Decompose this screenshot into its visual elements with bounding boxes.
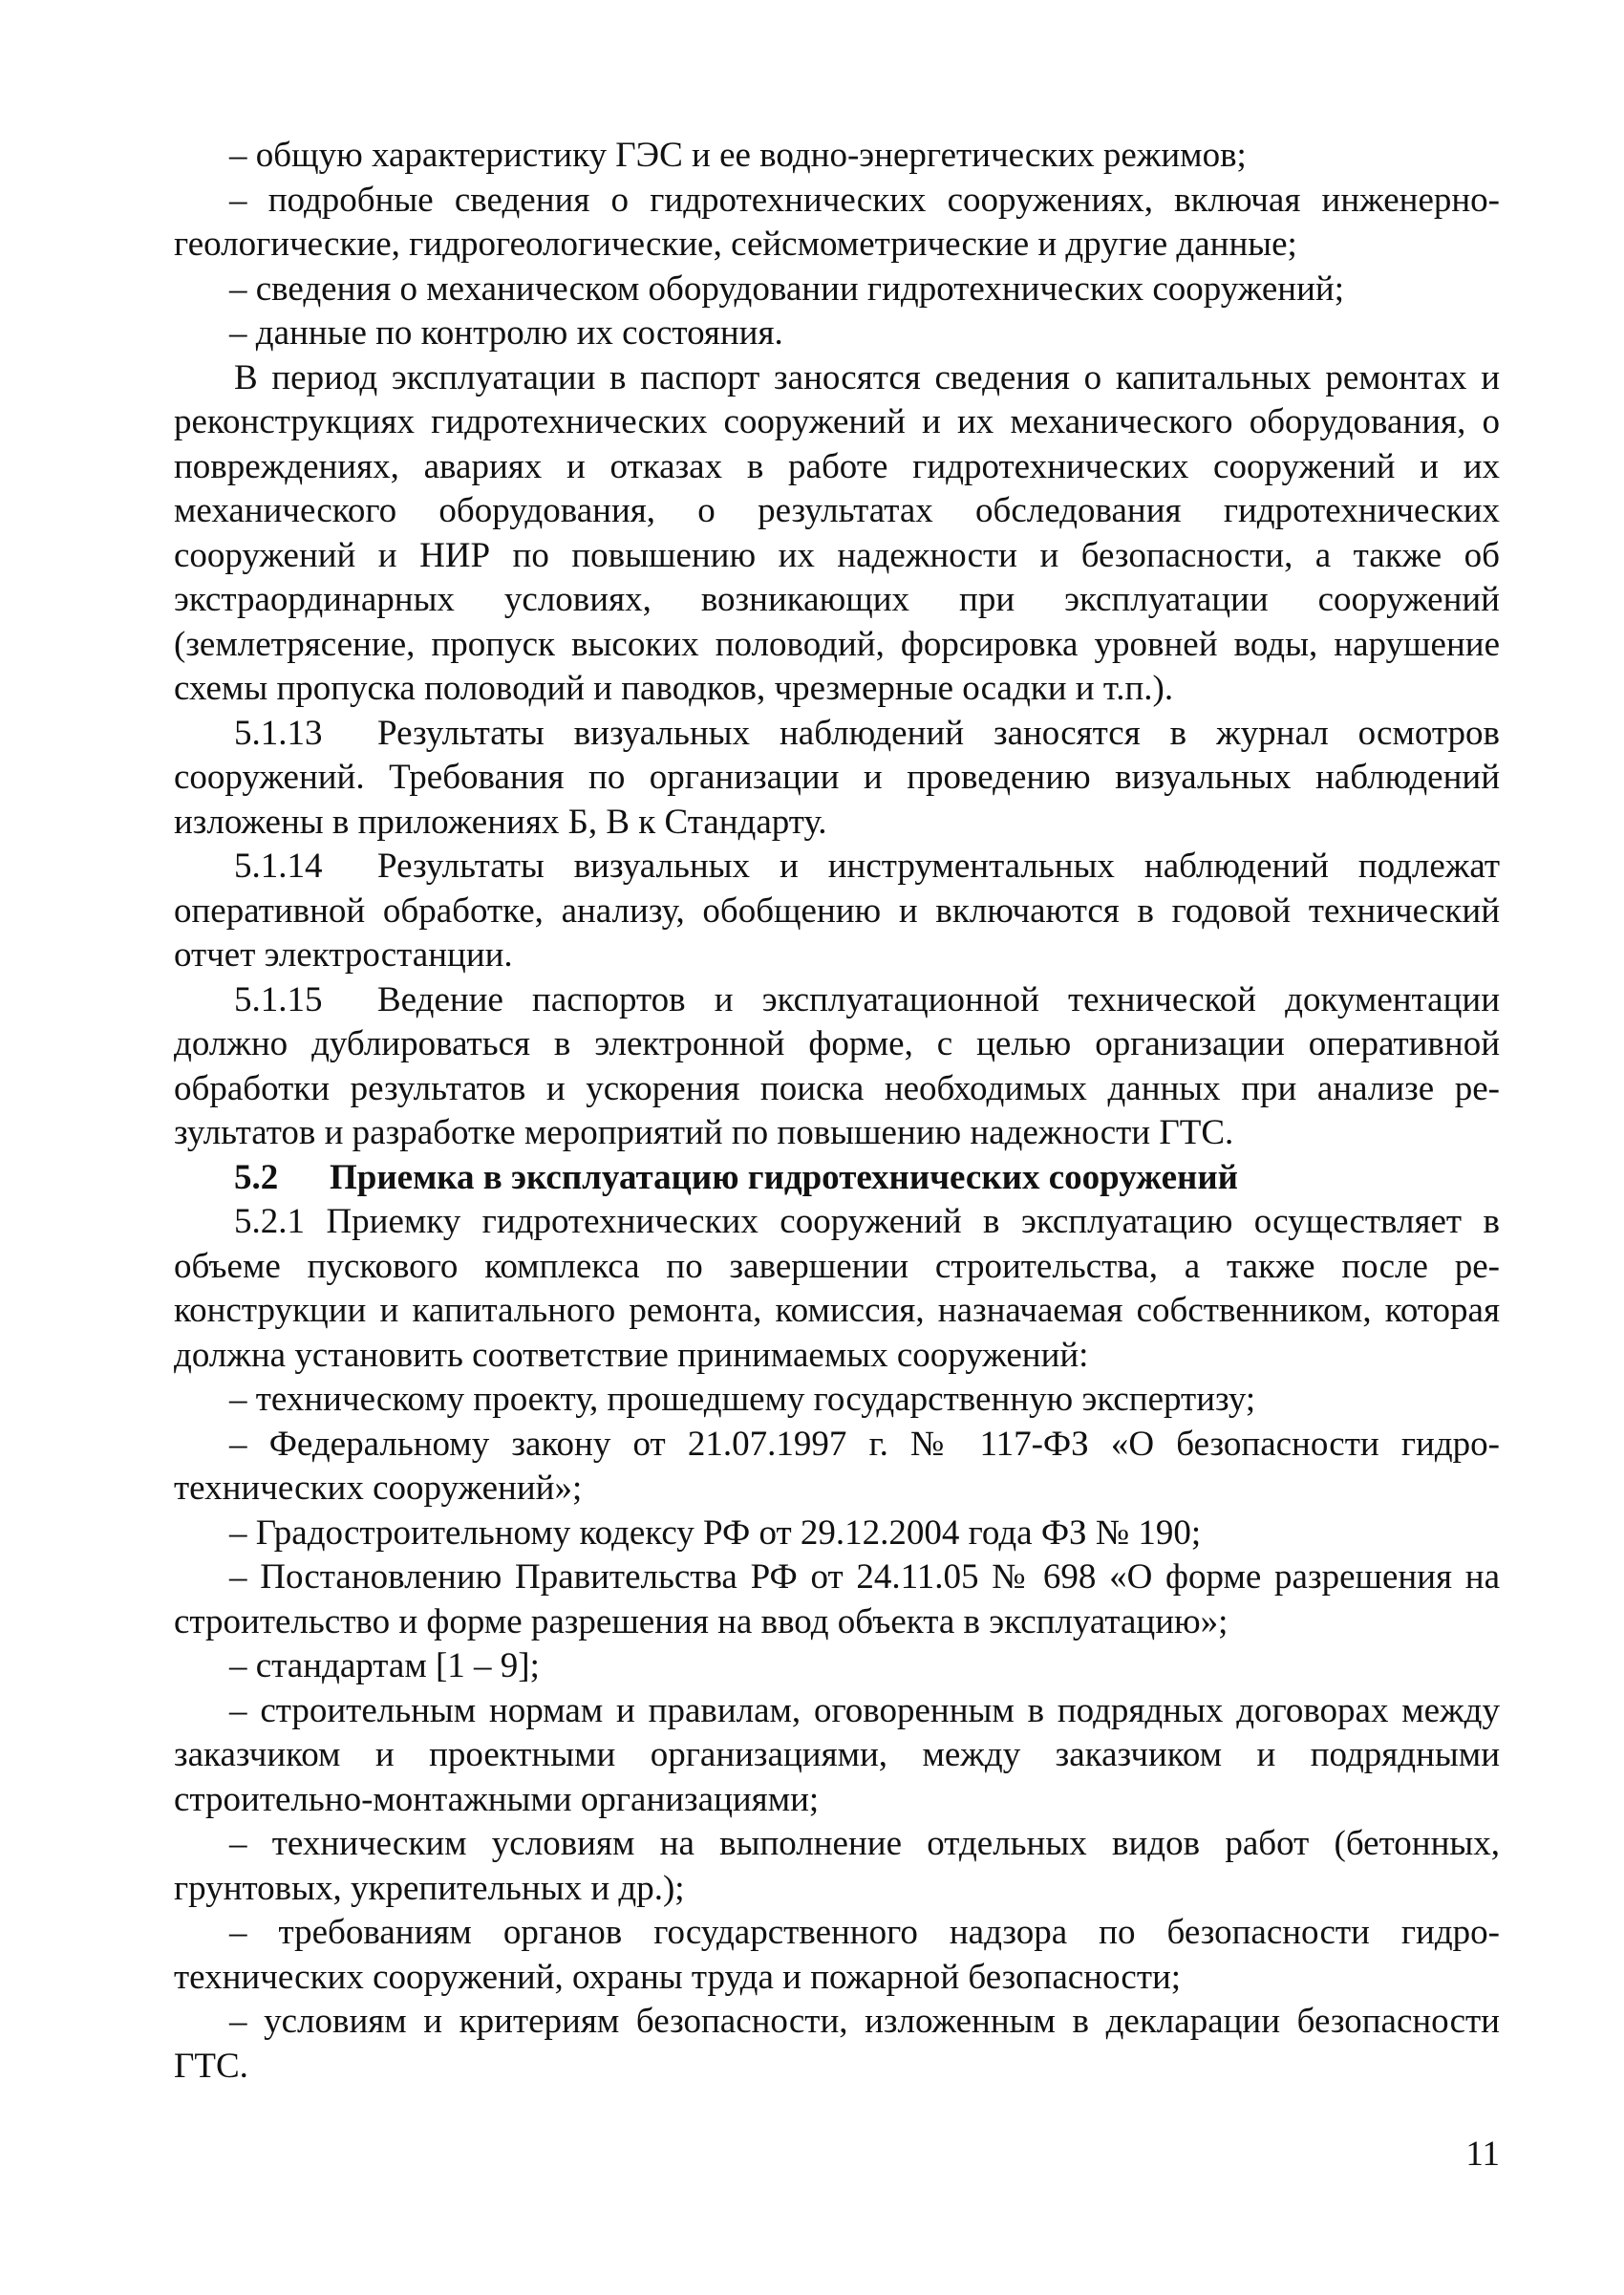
clause-5-2-1 bbox=[174, 1200, 1500, 1378]
list-item: – техническому проекту, прошедшему государственную экспертизу; bbox=[229, 1380, 1256, 1419]
acceptance-list bbox=[174, 1378, 1500, 2089]
clause-number: 5.2.1 bbox=[234, 1202, 305, 1241]
clause-text: Результаты визуальных наблюдений заносятся в журнал осмотров сооружений. Требования по организации и проведению визуальных наблюдений изложены в приложениях Б, В к Стандарту. bbox=[174, 713, 1500, 842]
list-item: – Градостроительному кодексу РФ от 29.12.2004 года ФЗ № 190; bbox=[229, 1512, 1202, 1553]
clause-text: Приемку гидротехнических сооружений в эксплуатацию осуществляет в объеме пускового комплекса по завершении строительства, а также после реконструкции и капитального ремонта, комиссия, назначаемая собственником, которая должна установить соответствие принимаемых сооружений: bbox=[174, 1202, 1501, 1375]
list-item: – требованиям органов государственного надзора по безопасности гидротехнических сооружений, охраны труда и пожарной безопасности; bbox=[174, 1913, 1500, 1997]
intro-list bbox=[174, 134, 1500, 356]
clause-text: Результаты визуальных и инструментальных наблюдений подлежат оперативной обработке, анализу, обобщению и включаются в годовой технический отчет электростанции. bbox=[174, 847, 1500, 975]
section-heading bbox=[174, 1156, 1500, 1201]
page-number: 11 bbox=[1465, 2134, 1500, 2174]
clause-5-1-15 bbox=[174, 978, 1500, 1156]
list-item: – общую характеристику ГЭС и ее водно-энергетических режимов; bbox=[229, 136, 1247, 175]
clause-number: 5.1.13 bbox=[234, 713, 323, 753]
operation-paragraph: В период эксплуатации в паспорт заносятся сведения о капитальных ремонтах и реконструкциях гидротехнических сооружений и их механического оборудования, о повреждениях, авариях и отказах в работе гидротехнических сооружений и их механического оборудования, о результатах обследования гидротехнических сооружений и НИР по повышению их надежности и безопасности, а также об экстраординарных условиях, возникающих при эксплуатации сооружений (землетрясение, пропуск высоких половодий, форсировка уровней воды, нарушение схемы пропуска половодий и паводков, чрезмерные осадки и т.п.). bbox=[174, 357, 1500, 708]
list-item: – сведения о механическом оборудовании гидротехнических сооружений; bbox=[229, 268, 1344, 309]
section-number: 5.2 bbox=[234, 1157, 279, 1197]
section-title: Приемка в эксплуатацию гидротехнических сооружений bbox=[330, 1157, 1238, 1197]
list-item: – строительным нормам и правилам, оговоренным в подрядных договорах между заказчиком и проектными организациями, между заказчиком и подрядными строительно-монтажными организациями; bbox=[174, 1690, 1500, 1819]
list-item: – стандартам [1 – 9]; bbox=[229, 1646, 540, 1685]
list-item: – Федеральному закону от 21.07.1997 г. № 117-ФЗ «О безопасности гидротехнических сооружений»; bbox=[174, 1424, 1500, 1508]
clause-5-1-14 bbox=[174, 845, 1500, 978]
list-item: – Постановлению Правительства РФ от 24.11.05 № 698 «О форме разрешения на строительство и форме разрешения на ввод объекта в эксплуатацию»; bbox=[174, 1557, 1500, 1641]
list-item: – условиям и критериям безопасности, изложенным в декларации безопасности ГТС. bbox=[174, 2002, 1500, 2086]
list-item: – техническим условиям на выполнение отдельных видов работ (бетонных, грунтовых, укрепительных и др.); bbox=[174, 1824, 1500, 1908]
clause-number: 5.1.15 bbox=[234, 979, 323, 1019]
list-item: – данные по контролю их состояния. bbox=[229, 313, 783, 353]
list-item: – подробные сведения о гидротехнических сооружениях, включая инженерно-геологические, гидрогеологические, сейсмометрические и другие данные; bbox=[174, 180, 1500, 264]
clause-5-1-13 bbox=[174, 712, 1500, 846]
clause-text: Ведение паспортов и эксплуатационной технической документации должно дублироваться в электронной форме, с целью организации оперативной обработки результатов и ускорения поиска необходимых данных при анализе результатов и разработке мероприятий по повышению надежности ГТС. bbox=[174, 979, 1500, 1152]
clause-number: 5.1.14 bbox=[234, 847, 323, 886]
